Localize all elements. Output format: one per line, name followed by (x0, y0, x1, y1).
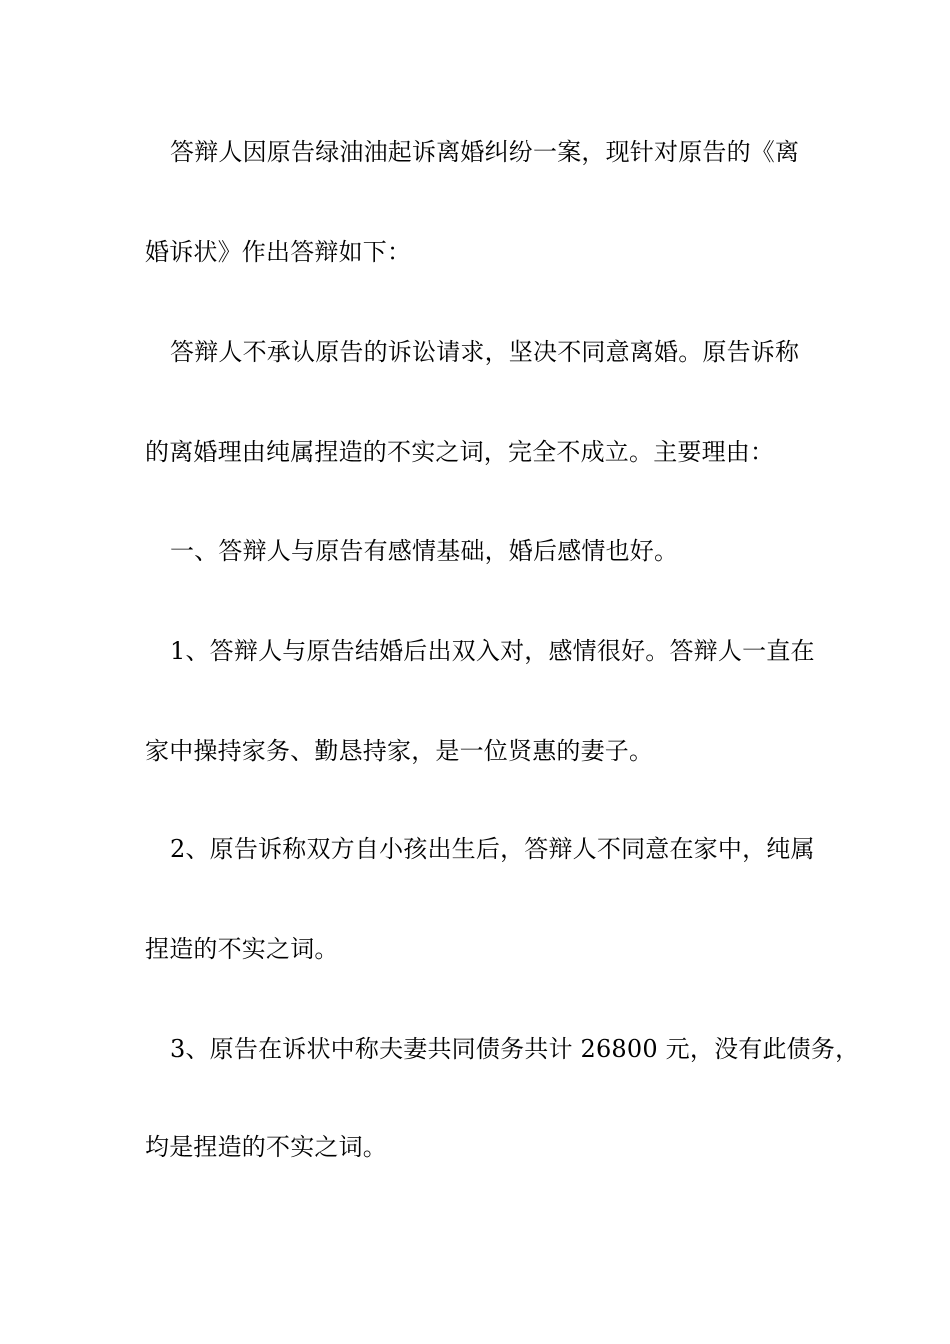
item-3-line-2: 均是捏造的不实之词。 (145, 1133, 387, 1161)
item-1-line-1: 1、答辩人与原告结婚后出双入对，感情很好。答辩人一直在 (170, 637, 815, 665)
section-heading-1: 一、答辩人与原告有感情基础，婚后感情也好。 (170, 537, 679, 565)
item-2-line-2: 捏造的不实之词。 (145, 935, 339, 963)
item-1-line-2: 家中操持家务、勤恳持家，是一位贤惠的妻子。 (145, 737, 654, 765)
item-3-line-1: 3、原告在诉状中称夫妻共同债务共计 26800 元，没有此债务， (170, 1035, 860, 1063)
paragraph-2-line-2: 的离婚理由纯属捏造的不实之词，完全不成立。主要理由： (145, 438, 775, 466)
item-2-line-1: 2、原告诉称双方自小孩出生后，答辩人不同意在家中，纯属 (170, 835, 815, 863)
paragraph-1-line-1: 答辩人因原告绿油油起诉离婚纠纷一案，现针对原告的《离 (170, 138, 800, 166)
paragraph-2-line-1: 答辩人不承认原告的诉讼请求，坚决不同意离婚。原告诉称 (170, 338, 800, 366)
paragraph-1-line-2: 婚诉状》作出答辩如下： (145, 238, 412, 266)
